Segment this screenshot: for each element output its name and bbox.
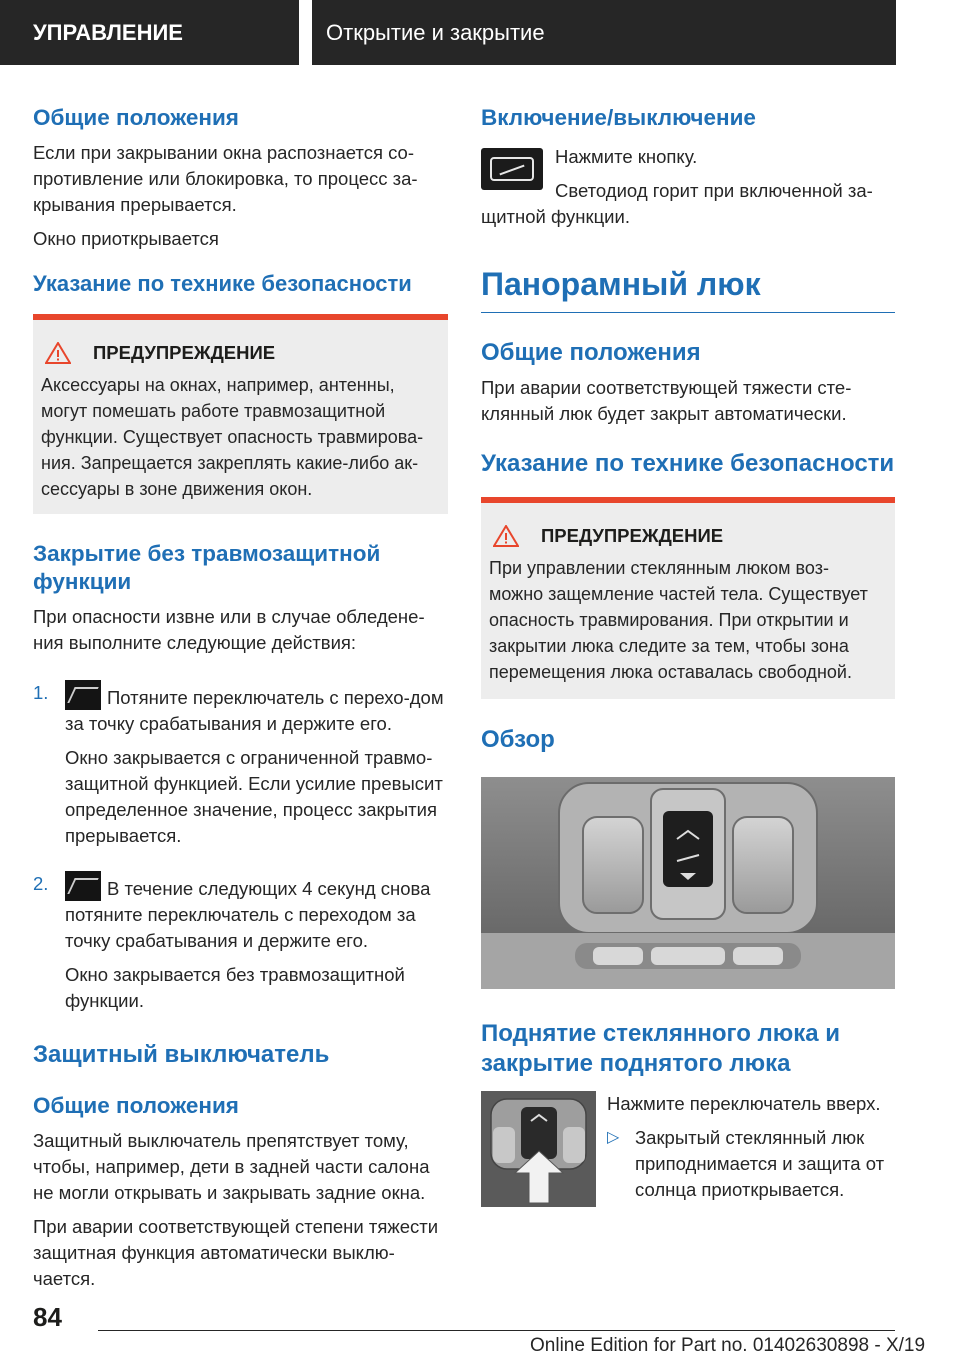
heading-raise-sunroof: Поднятие стеклянного люка и закрытие поднятого люка — [481, 1020, 841, 1077]
roof-console-illustration — [481, 777, 895, 989]
paragraph-general-1: Если при закрывании окна распознается со-противление или блокировка, то процесс за-крывания прерывается. — [33, 142, 418, 215]
step-note: Окно закрывается без травмозащитной функции. — [65, 964, 405, 1011]
left-column — [33, 100, 448, 1292]
paragraph-panorama-general: При аварии соответствующей тяжести сте-клянный люк будет закрыт автоматически. — [481, 377, 852, 424]
heading-switch-general: Общие положения — [33, 1093, 239, 1118]
result-bullet — [607, 1125, 895, 1203]
step-text: Потяните переключатель с перехо-дом за точку срабатывания и держите его. — [65, 687, 444, 734]
paragraph-close-no-pinch: При опасности извне или в случае обледене-ния выполните следующие действия: — [33, 606, 425, 653]
raise-switch-illustration — [481, 1091, 596, 1207]
heading-safety-switch: Защитный выключатель — [33, 1041, 330, 1068]
warning-label: ПРЕДУПРЕЖДЕНИЕ — [93, 342, 276, 363]
raise-switch-photo — [481, 1091, 596, 1207]
heading-rule — [481, 312, 895, 313]
list-item — [33, 871, 448, 1014]
footer-rule — [98, 1330, 895, 1331]
warning-text: При управлении стеклянным люком воз-можно защемление частей тела. Существует опасность травмирования. При открытии и закрытии люка следите за тем, чтобы зона перемещения люка оставалась свободной. — [489, 558, 868, 682]
page-number: 84 — [33, 1302, 62, 1332]
page-header — [0, 0, 960, 66]
paragraph-switch-1: Защитный выключатель препятствует тому, чтобы, например, дети в задней части салона не могли открывать и закрывать задние окна. — [33, 1130, 430, 1203]
result-triangle-icon: ▷ — [607, 1129, 620, 1146]
heading-panorama-safety: Указание по технике безопасности — [481, 450, 895, 477]
warning-box — [481, 497, 895, 699]
footer-edition: Online Edition for Part no. 01402630898 - X/19 — [530, 1335, 926, 1356]
warning-label: ПРЕДУПРЕЖДЕНИЕ — [541, 525, 724, 546]
on-off-block — [481, 144, 895, 230]
step-number: 1. — [33, 682, 49, 703]
paragraph-raise-result: Закрытый стеклянный люк приподнимается и защита от солнца приоткрывается. — [635, 1127, 885, 1200]
paragraph-on-off-2: Светодиод горит при включенной за-щитной функции. — [481, 180, 873, 227]
paragraph-on-off-1: Нажмите кнопку. — [555, 146, 698, 167]
raise-block — [481, 1091, 895, 1211]
warning-title — [41, 340, 434, 366]
step-number: 2. — [33, 873, 49, 894]
window-switch-icon — [65, 680, 101, 710]
step-text: В течение следующих 4 секунд снова потяните переключатель с переходом за точку срабатывания и держите его. — [65, 878, 431, 951]
raise-text — [607, 1091, 895, 1203]
heading-overview: Обзор — [481, 726, 555, 753]
overview-photo — [481, 777, 895, 989]
step-note: Окно закрывается с ограниченной травмо-защитной функцией. Если усилие превысит определенное значение, процесс закрытия прерывается. — [65, 747, 443, 846]
heading-close-no-pinch: Закрытие без травмозащитной функции — [33, 541, 381, 594]
topic-title: Открытие и закрытие — [312, 0, 896, 65]
paragraph-switch-2: При аварии соответствующей степени тяжести защитная функция автоматически выклю-чается. — [33, 1216, 439, 1289]
list-item — [33, 680, 448, 849]
window-switch-icon — [65, 871, 101, 901]
paragraph-raise: Нажмите переключатель вверх. — [607, 1093, 881, 1114]
heading-on-off: Включение/выключение — [481, 105, 756, 130]
warning-text: Аксессуары на окнах, например, антенны, могут помешать работе травмозащитной функции. Существует опасность травмирова-ния. Запрещается закреплять какие-либо ак-сессуары в зоне движения окон. — [41, 375, 424, 499]
warning-box — [33, 314, 448, 514]
heading-safety: Указание по технике безопасности — [33, 271, 412, 296]
paragraph-general-2: Окно приоткрывается — [33, 228, 219, 249]
heading-general: Общие положения — [33, 105, 239, 130]
section-title: УПРАВЛЕНИЕ — [0, 0, 299, 65]
warning-triangle-icon — [493, 525, 519, 547]
heading-panorama: Панорамный люк — [481, 266, 761, 302]
warning-triangle-icon — [45, 342, 71, 364]
heading-panorama-general: Общие положения — [481, 339, 701, 366]
right-column — [481, 100, 895, 1211]
warning-title — [489, 523, 881, 549]
child-lock-button-icon — [481, 148, 543, 190]
